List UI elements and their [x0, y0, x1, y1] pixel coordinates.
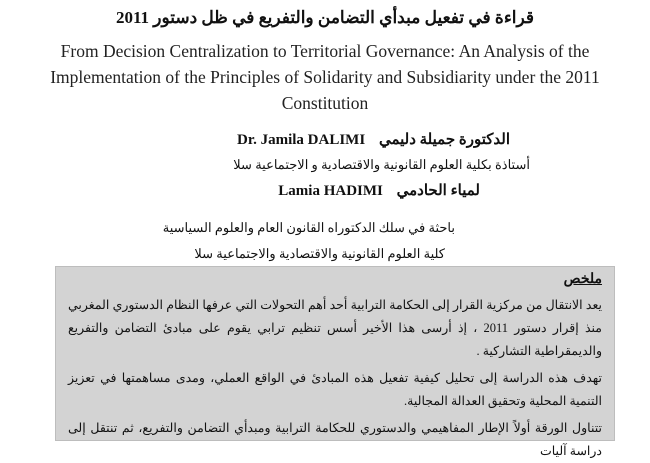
author-1-name-en: Dr. Jamila DALIMI [236, 132, 366, 148]
author-2-affiliation-1: باحثة في سلك الدكتوراه القانون العام والعلوم السياسية [162, 220, 455, 235]
author-1 [237, 130, 510, 149]
title-english: From Decision Centralization to Territorial Governance: An Analysis of the Implementation of the Principles of Solidarity and Subsidiarity under the 2011 Constitution [50, 41, 600, 113]
abstract-heading: ملخص [563, 272, 602, 287]
author-2-name-ar: لمياء الحادمي [396, 183, 480, 199]
author-2-affiliation-2: كلية العلوم القانونية والاقتصادية والاجتماعية سلا [194, 246, 445, 261]
abstract-paragraph: تهدف هذه الدراسة إلى تحليل كيفية تفعيل هذه المبادئ في الواقع العملي، ومدى مساهمتها في تعزيز التنمية المحلية وتحقيق العدالة المجالية. [68, 371, 602, 408]
author-2-name-en: Lamia HADIMI [278, 183, 383, 199]
abstract-box [55, 266, 615, 458]
author-2 [278, 181, 480, 200]
title-arabic: قراءة في تفعيل مبدأي التضامن والتفريع في ظل دستور 2011 [115, 8, 535, 27]
author-1-name-ar: الدكتورة جميلة دليمي [378, 132, 510, 148]
author-1-affiliation: أستاذة بكلية العلوم القانونية والاقتصادية و الاجتماعية سلا [233, 157, 530, 172]
abstract-paragraph: تتناول الورقة أولاً الإطار المفاهيمي والدستوري للحكامة الترابية ومبدأي التضامن والتفريع، ثم تنتقل إلى دراسة آليات [68, 421, 602, 458]
abstract-paragraph: يعد الانتقال من مركزية القرار إلى الحكامة الترابية أحد أهم التحولات التي عرفها النظام الدستوري المغربي منذ إقرار دستور 2011 ، إذ أرسى هذا الأخير أسس تنظيم ترابي يقوم على مبادئ التضامن والتفريع والديمقراطية التشاركية . [68, 298, 602, 358]
